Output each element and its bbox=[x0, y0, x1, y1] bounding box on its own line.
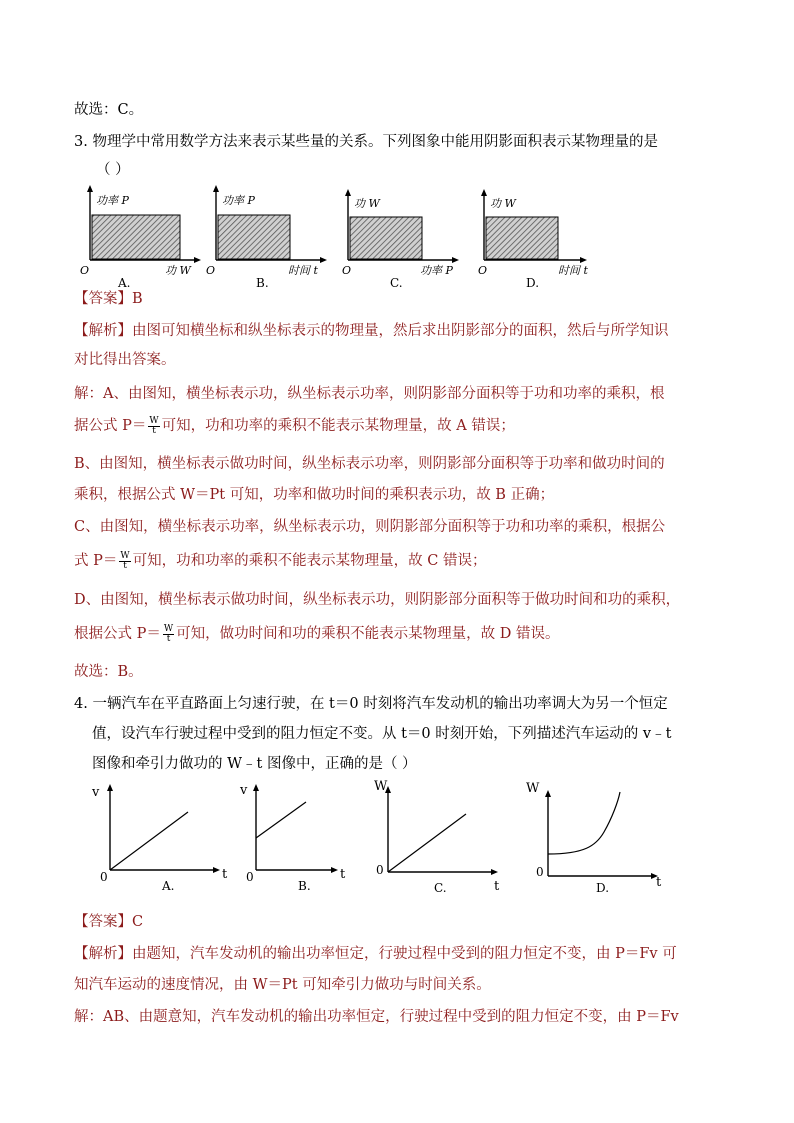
q4-graph-b-xlabel: t bbox=[340, 867, 346, 882]
q4-graph-b-origin: 0 bbox=[246, 870, 254, 884]
q2-conclusion: 故选：C。 bbox=[74, 102, 144, 118]
q4-stem-l2: 值，设汽车行驶过程中受到的阻力恒定不变。从 t＝0 时刻开始，下列描述汽车运动的 v﹣t bbox=[92, 726, 672, 742]
q4-graph-c-option: C. bbox=[434, 881, 447, 895]
q3-graph-d bbox=[478, 189, 588, 290]
q4-stem-l1: 4. 一辆汽车在平直路面上匀速行驶，在 t＝0 时刻将汽车发动机的输出功率调大为另一个恒定 bbox=[74, 696, 668, 712]
q4-graph-a-option: A. bbox=[162, 879, 175, 893]
fraction-denominator: t bbox=[152, 425, 156, 436]
q3-sol-b1: B、由图知，横坐标表示做功时间，纵坐标表示功率，则阴影部分面积等于功率和做功时间的 bbox=[74, 456, 665, 472]
q4-graph-d-option: D. bbox=[596, 881, 610, 895]
q3-sol-b2: 乘积，根据公式 W＝Pt 可知，功率和做功时间的乘积表示功，故 B 正确； bbox=[74, 487, 555, 503]
q4-graph-a-ylabel: v bbox=[92, 785, 100, 800]
q3-sol-d2-pre: 根据公式 P＝ bbox=[74, 626, 161, 642]
q3-sol-a2 bbox=[74, 416, 515, 436]
q3-sol-a2-post: 可知，功和功率的乘积不能表示某物理量，故 A 错误； bbox=[161, 418, 515, 434]
q3-sol-c2-post: 可知，功和功率的乘积不能表示某物理量，故 C 错误； bbox=[132, 553, 487, 569]
q4-analysis-l2: 知汽车运动的速度情况，由 W＝Pt 可知牵引力做功与时间关系。 bbox=[74, 977, 491, 993]
q3-graph-a-xlabel: 功 W bbox=[165, 264, 191, 277]
q3-graph-c-origin: O bbox=[342, 264, 352, 277]
q3-graph-b-xlabel: 时间 t bbox=[288, 264, 318, 277]
q4-graph-b bbox=[239, 783, 346, 893]
q4-graph-a-origin: 0 bbox=[100, 870, 108, 884]
formula-fraction bbox=[119, 552, 130, 571]
q4-graph-c bbox=[374, 779, 500, 895]
q3-stem: 3. 物理学中常用数学方法来表示某些量的关系。下列图象中能用阴影面积表示某物理量的是 bbox=[74, 134, 658, 150]
q4-graph-a bbox=[91, 784, 228, 893]
q3-graph-a-origin: O bbox=[80, 264, 90, 277]
q3-graph-a-option: A. bbox=[118, 276, 131, 290]
q4-graph-d-xlabel: t bbox=[656, 875, 662, 890]
q4-graph-d-ylabel: W bbox=[526, 781, 540, 796]
q3-graph-d-origin: O bbox=[478, 264, 488, 277]
q4-graph-d bbox=[526, 781, 662, 895]
q4-graph-d-origin: 0 bbox=[536, 865, 544, 879]
q4-sol-l1: 解：AB、由题意知，汽车发动机的输出功率恒定，行驶过程中受到的阻力恒定不变，由 P＝Fv bbox=[74, 1009, 679, 1025]
q3-answer-value: B bbox=[132, 291, 143, 307]
q3-graph-c-option: C. bbox=[390, 276, 403, 290]
q3-sol-d2 bbox=[74, 624, 559, 644]
q3-graph-a-ylabel: 功率 P bbox=[96, 194, 129, 207]
q3-answer bbox=[74, 289, 143, 309]
q3-graph-c-ylabel: 功 W bbox=[354, 197, 380, 210]
q3-graph-c-xlabel: 功率 P bbox=[420, 264, 453, 277]
q3-graph-d-xlabel: 时间 t bbox=[558, 264, 588, 277]
q3-answer-tag: 【答案】 bbox=[74, 291, 132, 307]
q3-sol-a1: 解：A、由图知，横坐标表示功，纵坐标表示功率，则阴影部分面积等于功和功率的乘积，根 bbox=[74, 386, 665, 402]
formula-fraction bbox=[163, 625, 174, 644]
q3-sol-c1: C、由图知，横坐标表示功率，纵坐标表示功，则阴影部分面积等于功和功率的乘积，根据公 bbox=[74, 519, 666, 535]
q3-analysis-text-1: 由图可知横坐标和纵坐标表示的物理量，然后求出阴影部分的面积，然后与所学知识 bbox=[132, 323, 669, 339]
q4-answer-value: C bbox=[132, 914, 144, 930]
q4-graph-b-ylabel: v bbox=[240, 783, 248, 798]
q3-graph-a bbox=[80, 185, 201, 290]
q3-sol-a2-pre: 据公式 P＝ bbox=[74, 418, 147, 434]
fraction-denominator: t bbox=[123, 560, 127, 571]
q3-sol-c2-pre: 式 P＝ bbox=[74, 553, 118, 569]
q4-answer-tag: 【答案】 bbox=[74, 914, 132, 930]
q3-sol-d1: D、由图知，横坐标表示做功时间，纵坐标表示功，则阴影部分面积等于做功时间和功的乘积， bbox=[74, 592, 681, 608]
q3-graph-b bbox=[206, 185, 327, 290]
q3-paren: （ ） bbox=[96, 162, 130, 178]
q3-analysis-l1 bbox=[74, 321, 669, 341]
q4-answer bbox=[74, 912, 143, 932]
q3-analysis-tag: 【解析】 bbox=[74, 323, 132, 339]
fraction-numerator: W bbox=[149, 415, 159, 426]
q4-analysis-l1 bbox=[74, 944, 677, 964]
q3-graph-b-ylabel: 功率 P bbox=[222, 194, 255, 207]
q4-graph-b-option: B. bbox=[298, 879, 311, 893]
q4-graph-c-ylabel: W bbox=[374, 779, 388, 794]
q3-sol-c2 bbox=[74, 551, 486, 571]
fraction-numerator: W bbox=[163, 623, 174, 634]
q3-graphs bbox=[70, 182, 630, 292]
q3-analysis-l2: 对比得出答案。 bbox=[74, 352, 176, 368]
q3-graph-d-ylabel: 功 W bbox=[490, 197, 516, 210]
q4-graphs bbox=[84, 772, 684, 900]
q4-graph-a-xlabel: t bbox=[222, 867, 228, 882]
q3-sol-d2-post: 可知，做功时间和功的乘积不能表示某物理量，故 D 错误。 bbox=[176, 626, 560, 642]
q4-graph-c-xlabel: t bbox=[494, 879, 500, 894]
q4-stem-l3: 图像和牵引力做功的 W﹣t 图像中，正确的是（ ） bbox=[92, 756, 417, 772]
q4-analysis-tag: 【解析】 bbox=[74, 946, 132, 962]
q3-conclusion: 故选：B。 bbox=[74, 664, 143, 680]
fraction-denominator: t bbox=[166, 633, 171, 644]
q4-graph-c-origin: 0 bbox=[376, 863, 384, 877]
q3-graph-c bbox=[342, 189, 459, 290]
q3-graph-b-origin: O bbox=[206, 264, 216, 277]
q3-graph-b-option: B. bbox=[256, 276, 269, 290]
q3-graph-d-option: D. bbox=[526, 276, 540, 290]
formula-fraction bbox=[148, 417, 159, 436]
q4-analysis-text-1: 由题知，汽车发动机的输出功率恒定，行驶过程中受到的阻力恒定不变，由 P＝Fv 可 bbox=[132, 946, 677, 962]
fraction-numerator: W bbox=[120, 550, 130, 561]
